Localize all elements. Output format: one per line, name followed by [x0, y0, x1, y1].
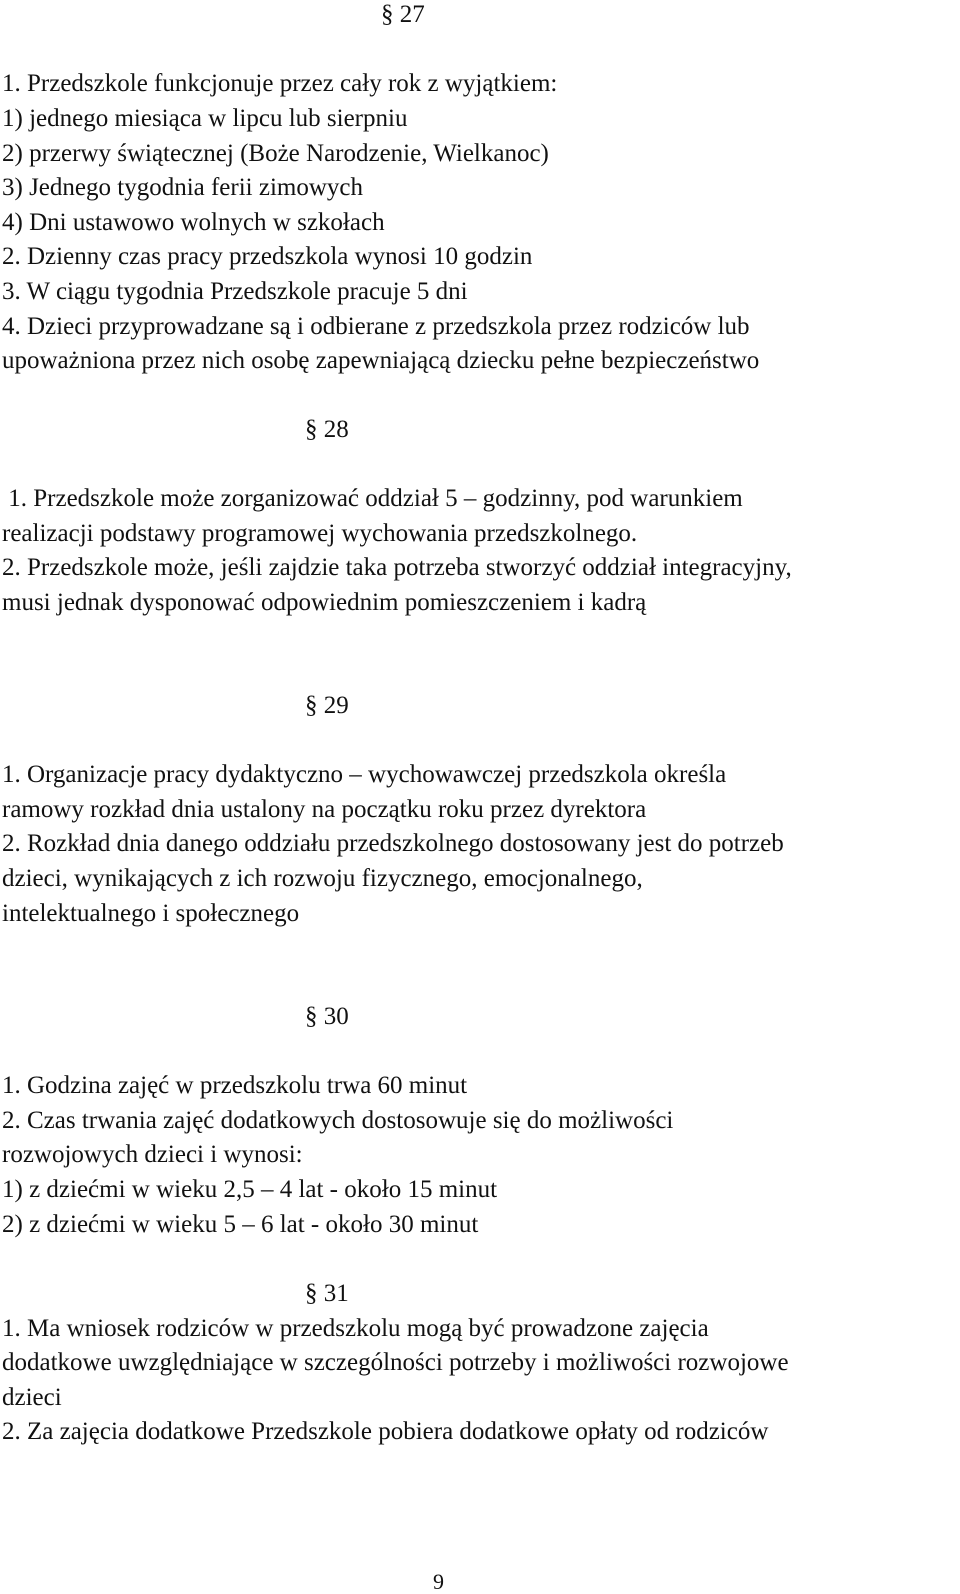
text-line: 2. Rozkład dnia danego oddziału przedszkolnego dostosowany jest do potrzeb: [2, 830, 784, 857]
section-heading-30: § 30: [305, 1003, 349, 1030]
text-line: musi jednak dysponować odpowiednim pomieszczeniem i kadrą: [2, 589, 647, 616]
text-line: 2. Dzienny czas pracy przedszkola wynosi 10 godzin: [2, 243, 533, 270]
text-line: 2. Przedszkole może, jeśli zajdzie taka potrzeba stworzyć oddział integracyjny,: [2, 554, 792, 581]
text-line: upoważniona przez nich osobę zapewniającą dziecku pełne bezpieczeństwo: [2, 347, 760, 374]
text-line: ramowy rozkład dnia ustalony na początku roku przez dyrektora: [2, 796, 647, 823]
section-heading-27: § 27: [381, 1, 425, 28]
text-line: 2) z dziećmi w wieku 5 – 6 lat - około 30 minut: [2, 1211, 479, 1238]
text-line: 1) jednego miesiąca w lipcu lub sierpniu: [2, 105, 408, 132]
text-line: 1. Przedszkole może zorganizować oddział 5 – godzinny, pod warunkiem: [2, 485, 743, 512]
text-line: 1. Organizacje pracy dydaktyczno – wychowawczej przedszkola określa: [2, 761, 727, 788]
section-heading-31: § 31: [305, 1280, 349, 1307]
text-line: 2. Za zajęcia dodatkowe Przedszkole pobiera dodatkowe opłaty od rodziców: [2, 1418, 769, 1445]
text-line: 3. W ciągu tygodnia Przedszkole pracuje 5 dni: [2, 278, 468, 305]
text-line: 4) Dni ustawowo wolnych w szkołach: [2, 209, 385, 236]
text-line: dzieci, wynikających z ich rozwoju fizycznego, emocjonalnego,: [2, 865, 643, 892]
text-line: 1. Ma wniosek rodziców w przedszkolu mogą być prowadzone zajęcia: [2, 1315, 709, 1342]
page-number: 9: [433, 1569, 444, 1594]
text-line: 2. Czas trwania zajęć dodatkowych dostosowuje się do możliwości: [2, 1107, 674, 1134]
section-heading-29: § 29: [305, 692, 349, 719]
text-line: 1. Przedszkole funkcjonuje przez cały rok z wyjątkiem:: [2, 70, 558, 97]
text-line: 2) przerwy świątecznej (Boże Narodzenie, Wielkanoc): [2, 140, 549, 167]
text-line: 4. Dzieci przyprowadzane są i odbierane z przedszkola przez rodziców lub: [2, 313, 750, 340]
text-line: 1. Godzina zajęć w przedszkolu trwa 60 minut: [2, 1072, 468, 1099]
text-line: rozwojowych dzieci i wynosi:: [2, 1141, 303, 1168]
text-line: dodatkowe uwzględniające w szczególności potrzeby i możliwości rozwojowe: [2, 1349, 789, 1376]
text-line: 3) Jednego tygodnia ferii zimowych: [2, 174, 364, 201]
section-heading-28: § 28: [305, 416, 349, 443]
text-line: realizacji podstawy programowej wychowania przedszkolnego.: [2, 520, 638, 547]
text-line: intelektualnego i społecznego: [2, 900, 300, 927]
text-line: dzieci: [2, 1384, 62, 1411]
text-line: 1) z dziećmi w wieku 2,5 – 4 lat - około 15 minut: [2, 1176, 498, 1203]
